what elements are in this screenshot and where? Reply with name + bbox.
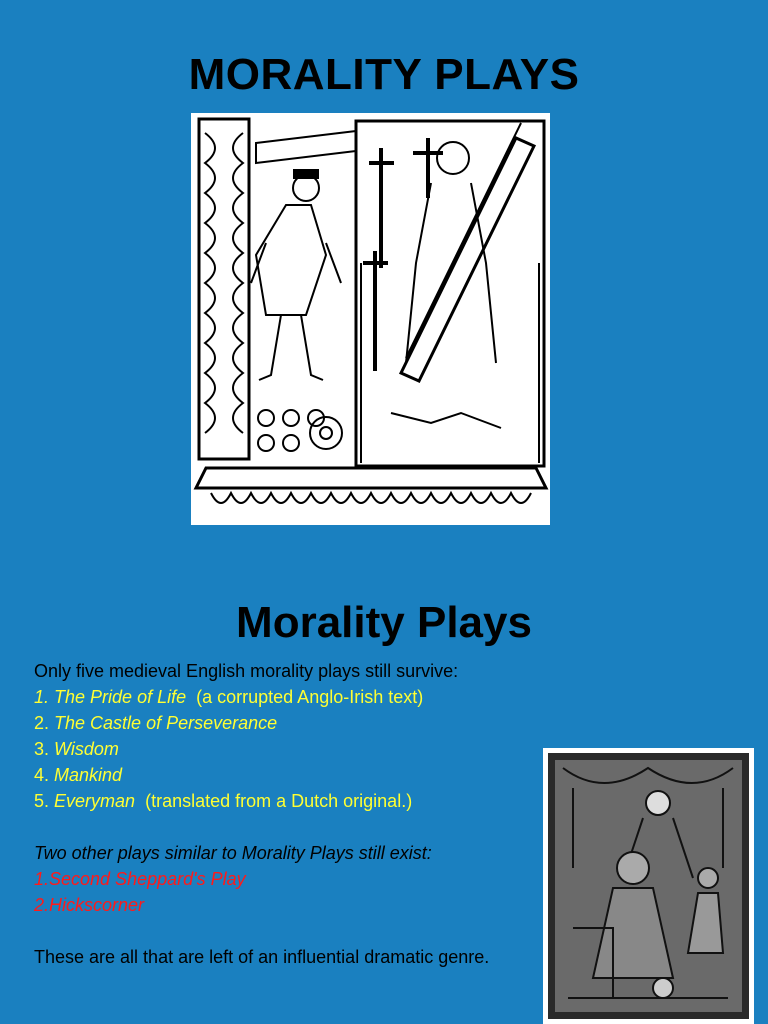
dance-of-death-woodcut: [543, 748, 754, 1024]
slide-body: [34, 658, 534, 970]
play-item: 2. The Castle of Perseverance: [34, 713, 278, 733]
similar-play-item: 1.Second Sheppard's Play: [34, 869, 246, 889]
similar-intro: Two other plays similar to Morality Plays still exist:: [34, 843, 432, 863]
play-item: 4. Mankind: [34, 765, 123, 785]
slide-title: MORALITY PLAYS: [188, 50, 580, 99]
similar-play-item: 2.Hickscorner: [34, 895, 145, 915]
section-title: Morality Plays: [236, 598, 532, 647]
play-item: 1. The Pride of Life (a corrupted Anglo-Irish text): [34, 687, 424, 707]
play-item: 5. Everyman (translated from a Dutch original.): [34, 791, 413, 811]
conclusion-text: These are all that are left of an influential dramatic genre.: [34, 947, 490, 967]
play-item: 3. Wisdom: [34, 739, 119, 759]
intro-text: Only five medieval English morality plays still survive:: [34, 661, 459, 681]
woodcut-illustration: [191, 113, 550, 525]
